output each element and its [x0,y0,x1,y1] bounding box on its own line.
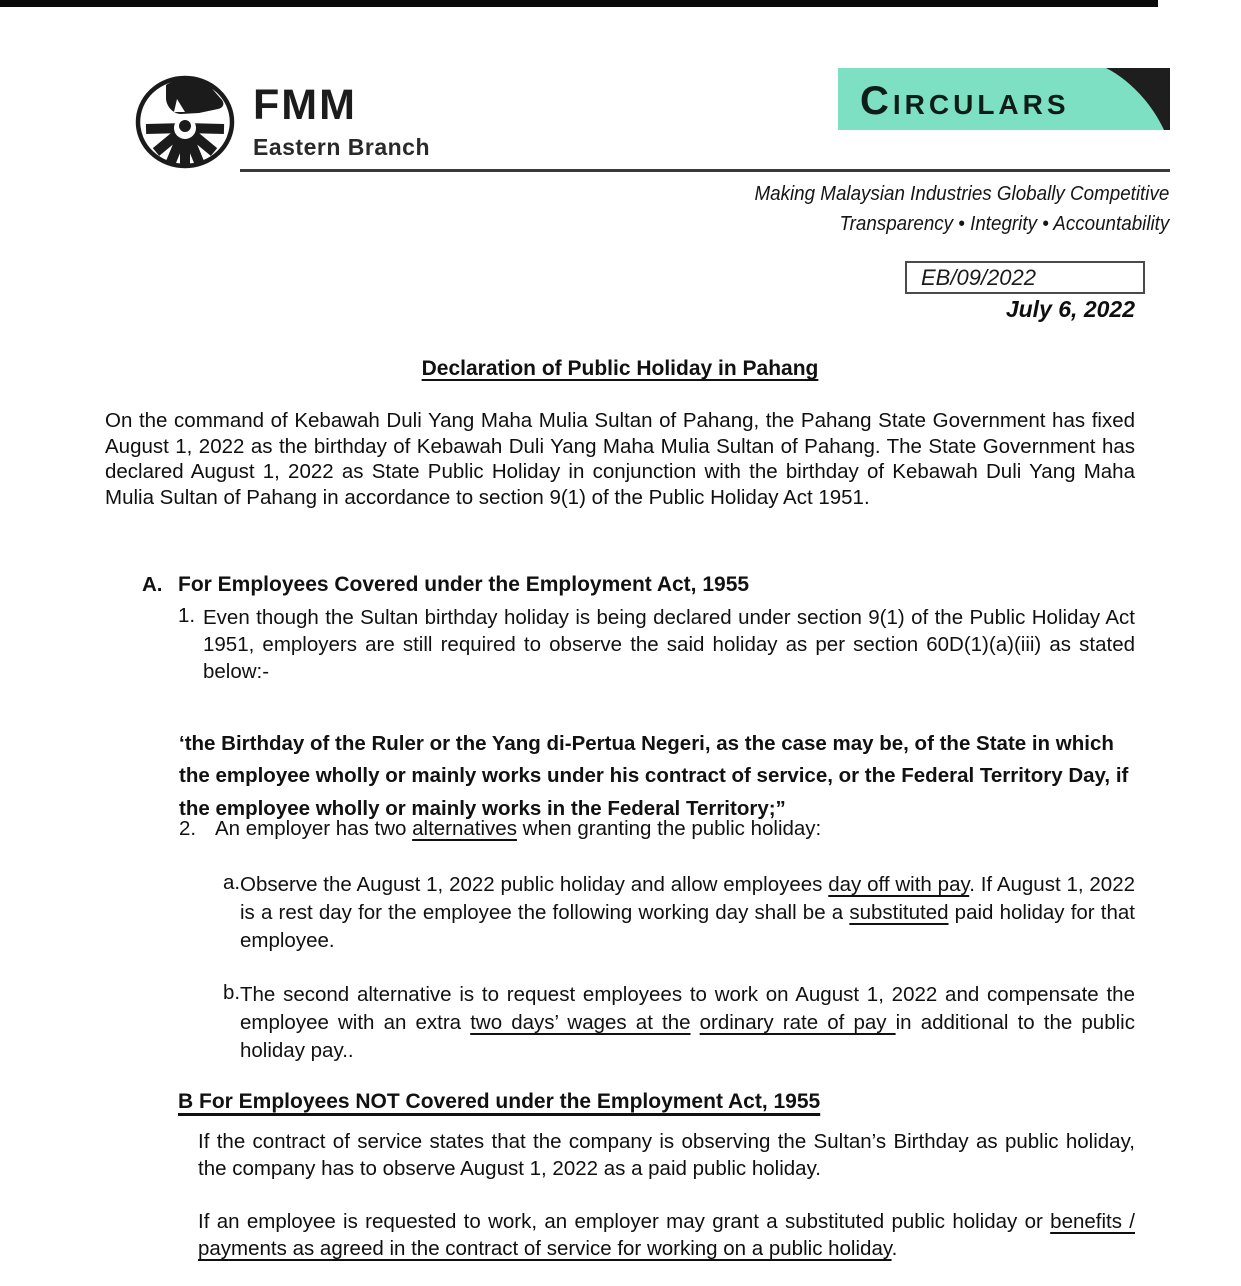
list-item-2-text: An employer has two alternatives when granting the public holiday: [215,817,822,840]
tagline-line1: Making Malaysian Industries Globally Competitive [754,183,1169,205]
section-b-heading: B For Employees NOT Covered under the Employment Act, 1955 [178,1090,821,1113]
section-a-heading-text: For Employees Covered under the Employment Act, 1955 [178,573,750,596]
banner-corner-shape [1078,68,1170,130]
intro-paragraph: On the command of Kebawah Duli Yang Maha Mulia Sultan of Pahang, the Pahang State Government has fixed August 1, 2022 as the birthday of Kebawah Duli Yang Maha Mulia Sultan of Pahang. The State Government has declared August 1, 2022 as State Public Holiday in conjunction with the birthday of Kebawah Duli Yang Maha Mulia Sultan of Pahang in accordance to section 9(1) of the Public Holiday Act 1951. [105,409,1135,510]
list-item-a-label: a. [223,871,241,894]
list-item-b [223,981,1135,1065]
statute-quote: ‘the Birthday of the Ruler or the Yang di-Pertua Negeri, as the case may be, of the State in which the employee wholly or mainly works under his contract of service, or the Federal Territory Day, if the employee wholly or mainly works in the Federal Territory;” [179,731,1129,821]
list-item-2-label: 2. [179,817,197,840]
list-item-b-text: The second alternative is to request employees to work on August 1, 2022 and compensate the employee with an extra two days’ wages at the ordinary rate of pay in additional to the public holiday pay.. [240,983,1135,1063]
tagline-line2: Transparency • Integrity • Accountability [839,213,1169,235]
fmm-logo-block [133,72,430,172]
list-item-2 [179,817,1135,841]
list-item-1-label: 1. [178,604,196,627]
list-item-b-label: b. [223,981,241,1004]
list-item-a [223,871,1135,955]
scan-edge-artifact [0,0,1158,7]
document-title: Declaration of Public Holiday in Pahang [421,357,819,380]
section-b-paragraph-1: If the contract of service states that the company is observing the Sultan’s Birthday as public holiday, the company has to observe August 1, 2022 as a paid public holiday. [198,1130,1135,1181]
section-b-paragraph-2: If an employee is requested to work, an employer may grant a substituted public holiday or benefits / payments as agreed in the contract of service for working on a public holiday. [198,1210,1135,1261]
list-item-1 [178,604,1135,685]
section-a-label: A. [142,573,163,596]
reference-number-box: EB/09/2022 [905,261,1145,294]
branch-name: Eastern Branch [253,134,431,160]
list-item-1-text: Even though the Sultan birthday holiday is being declared under section 9(1) of the Public Holiday Act 1951, employers are still required to observe the said holiday as per section 60D(1)(a)(iii) as stated below:- [203,606,1135,684]
issue-date: July 6, 2022 [1005,296,1135,322]
fmm-logo-icon [133,72,237,172]
section-a-heading [142,573,1135,597]
org-name: FMM [253,81,357,129]
header-divider [240,169,1170,172]
list-item-a-text: Observe the August 1, 2022 public holiday and allow employees day off with pay. If August 1, 2022 is a rest day for the employee the following working day shall be a substituted paid holiday for that employee. [240,873,1135,953]
circulars-banner [838,68,1170,130]
tagline [754,179,1169,239]
logo-text [253,81,431,161]
banner-title: CIRCULARS [860,79,1070,123]
